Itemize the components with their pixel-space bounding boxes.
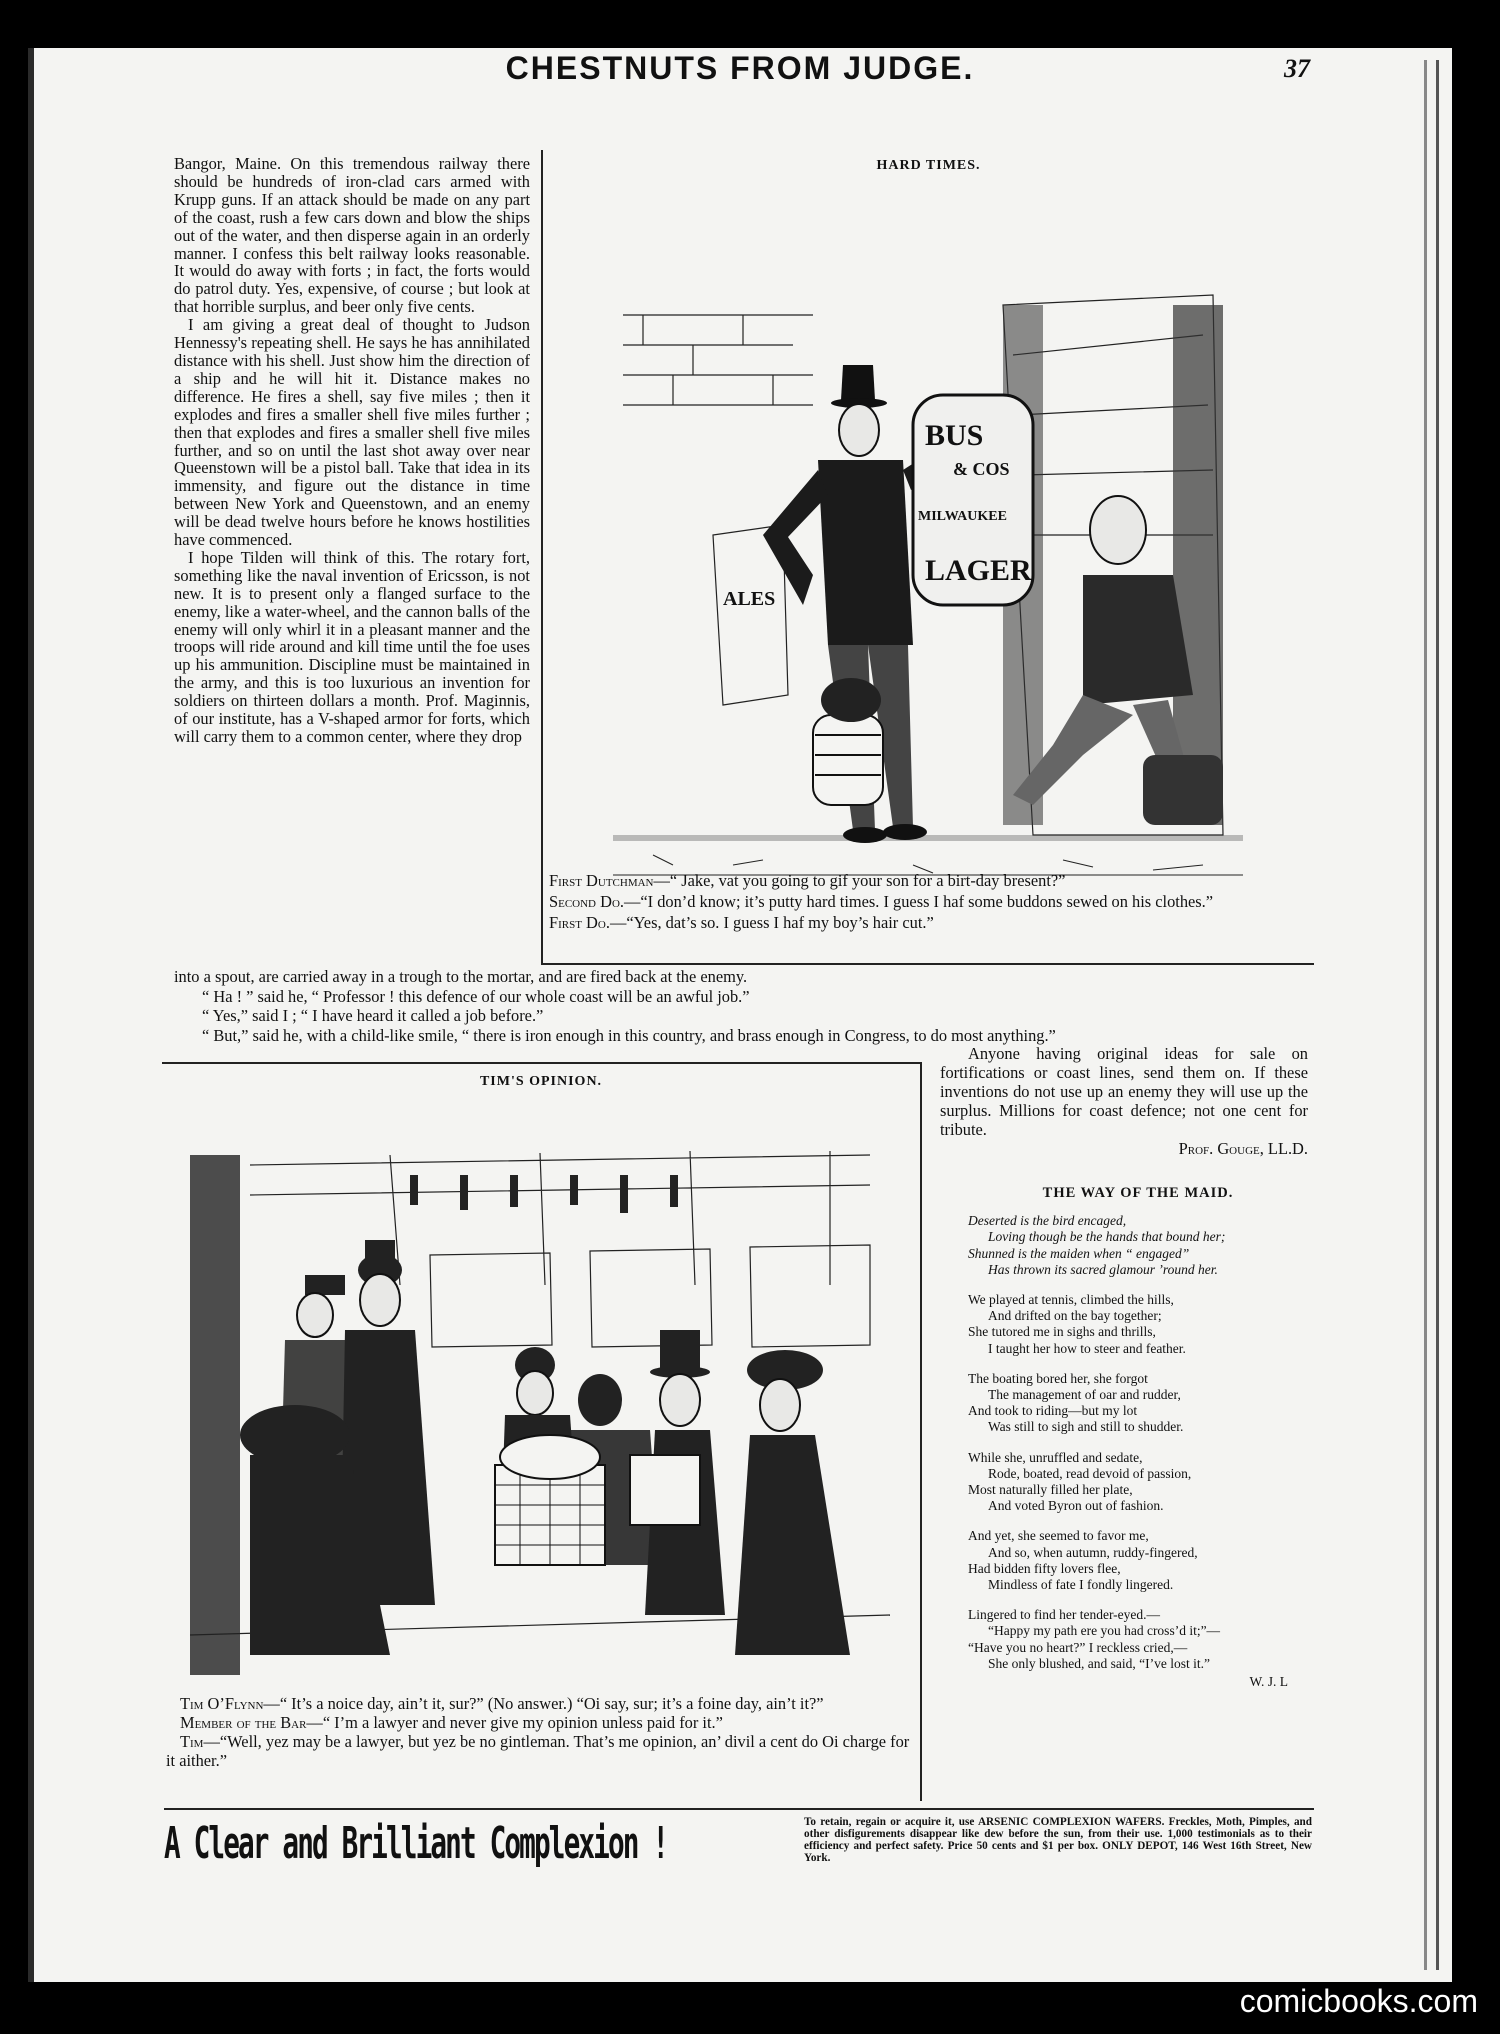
poem-stanza (968, 1450, 1308, 1515)
cartoon-title: TIM'S OPINION. (479, 1074, 603, 1089)
poem-line: And so, when autumn, ruddy-fingered, (988, 1544, 1198, 1560)
cartoon-hard-times (541, 150, 1314, 965)
poem-line: Rode, boated, read devoid of passion, (988, 1465, 1192, 1481)
poem-line: Lingered to find her tender-eyed.— (968, 1607, 1161, 1623)
poem-signature: W. J. L (1249, 1674, 1288, 1690)
tims-opinion-illustration (190, 1096, 890, 1764)
caption-text: —“ It’s a noice day, ain’t it, sur?” (No answer.) “Oi say, sur; it’s a foine day, ain’t it?” (263, 1694, 824, 1713)
caption-speaker: First Dutchman (549, 871, 654, 890)
poem-line: She tutored me in sighs and thrills, (968, 1324, 1156, 1340)
caption-text: —“I don’d know; it’s putty hard times. I guess I haf some buddons sewed on his clothes.” (623, 892, 1214, 911)
page-spine (28, 48, 34, 1982)
paragraph: I hope Tilden will think of this. The rotary fort, something like the naval invention of Ericsson, is not new. It is to present only a flanged surface to the enemy, like a water-wheel, and the cannon balls of the enemy will only whirl it in a pleasant manner and the troops will ride around and kill time until the foe uses up his ammunition. Discipline must be maintained in the army, and this is too luxurious an invention for soldiers on thirteen dollars a month. Prof. Maginnis, of our institute, has a V-shaped armor for forts, which will carry them to a common center, where they drop (174, 547, 530, 746)
poem-stanza (968, 1292, 1308, 1357)
caption-line (166, 1694, 911, 1713)
poem-line: “Have you no heart?” I reckless cried,— (968, 1639, 1188, 1655)
caption-line (535, 870, 1295, 891)
poem-line: The management of oar and rudder, (988, 1387, 1181, 1403)
poem-stanza (968, 1213, 1308, 1278)
caption-text: —“ Jake, vat you going to gif your son for a birt-day bresent?” (653, 871, 1066, 890)
caption-speaker: Tim (180, 1732, 204, 1751)
poem-stanza (968, 1607, 1308, 1672)
poem-line: We played at tennis, climbed the hills, (968, 1292, 1174, 1308)
poem-line: The boating bored her, she forgot (968, 1370, 1148, 1386)
sign-text: ALES (723, 588, 776, 610)
left-column-text (174, 155, 530, 746)
caption-speaker: First Do. (549, 913, 610, 932)
caption-line (166, 1732, 911, 1770)
cartoon-tims-opinion (162, 1062, 922, 1801)
sign-text: MILWAUKEE (918, 509, 1007, 524)
caption-line (535, 912, 1295, 933)
right-column-text (940, 1044, 1308, 1158)
paragraph: Bangor, Maine. On this tremendous railway there should be hundreds of iron-clad cars armed with Krupp guns. If an attack should be made on any part of the coast, rush a few cars down and blow the ships out of the water, and then disperse again in an orderly manner. I confess this belt railway looks reasonable. It would do away with forts ; in fact, the forts would do patrol duty. Yes, expensive, of course ; but look at that horrible surplus, and beer only five cents. (174, 154, 530, 317)
page-edge (1436, 60, 1439, 1970)
paragraph: “ Ha ! ” said he, “ Professor ! this defence of our whole coast will be an awful job.” (202, 986, 750, 1006)
poem-line: And voted Byron out of fashion. (988, 1498, 1164, 1514)
advertisement (164, 1808, 1314, 1880)
ad-text: To retain, regain or acquire it, use ARSENIC COMPLEXION WAFERS. Freckles, Moth, Pimples, and other disfigurements disappear like dew before the sun, from their use. 1,000 testimonials as to their efficiency and perfect safety. Price 50 cents and $1 per box. ONLY DEPOT, 146 West 16th Street, New York. (804, 1816, 1312, 1864)
cartoon-caption (535, 870, 1295, 933)
poem-line: Mindless of fate I fondly lingered. (988, 1577, 1174, 1593)
poem-line: Has thrown its sacred glamour ’round her. (988, 1261, 1218, 1277)
poem-line: Loving though be the hands that bound her; (988, 1229, 1226, 1245)
poem-line: And yet, she seemed to favor me, (968, 1528, 1149, 1544)
poem-line: She only blushed, and said, “I’ve lost it.” (988, 1655, 1210, 1671)
paragraph: into a spout, are carried away in a trough to the mortar, and are fired back at the enemy. (174, 967, 748, 986)
running-header (180, 50, 1310, 100)
ad-headline: A Clear and Brilliant Complexion ! (164, 1818, 668, 1869)
poem-line: Most naturally filled her plate, (968, 1482, 1133, 1498)
poem-stanza (968, 1528, 1308, 1593)
paragraph: “ But,” said he, with a child-like smile, “ there is iron enough in this country, and brass enough in Congress, to do most anything.” (202, 1025, 1056, 1045)
cartoon-caption (166, 1694, 911, 1770)
sign-text: & COS (953, 459, 1010, 479)
author-signature: Prof. Gouge, LL.D. (1178, 1139, 1308, 1158)
paragraph: Anyone having original ideas for sale on fortifications or coast lines, send them on. If these inventions do not use up an enemy they will use up the surplus. Millions for coast defence; not one cent for tribute. (940, 1044, 1308, 1139)
caption-text: —“Well, yez may be a lawyer, but yez be no gintleman. That’s me opinion, an’ divil a cent do Oi charge for it aither.” (166, 1732, 910, 1770)
page-number: 37 (1284, 54, 1310, 83)
poem-line: I taught her how to steer and feather. (988, 1340, 1186, 1356)
poem-line: And took to riding—but my lot (968, 1403, 1138, 1419)
sign-text: LAGER (925, 554, 1032, 587)
continuation-text (174, 967, 1304, 1045)
poem-line: “Happy my path ere you had cross’d it;”— (988, 1623, 1221, 1639)
caption-line (535, 891, 1295, 912)
poem-line: Deserted is the bird encaged, (968, 1213, 1127, 1229)
cartoon-title: HARD TIMES. (876, 158, 981, 173)
poem-stanza (968, 1371, 1308, 1436)
poem-line: And drifted on the bay together; (988, 1308, 1162, 1324)
watermark: comicbooks.com (1239, 1983, 1478, 2019)
poem-line: Was still to sigh and still to shudder. (988, 1419, 1184, 1435)
sign-text: BUS (925, 419, 984, 452)
poem-line: Had bidden fifty lovers flee, (968, 1560, 1121, 1576)
page-edge (1424, 60, 1427, 1970)
paragraph: “ Yes,” said I ; “ I have heard it called a job before.” (202, 1006, 544, 1025)
paragraph: I am giving a great deal of thought to Judson Hennessy's repeating shell. He says he has annihilated distance with his shell. Just show him the direction of a ship and he will hit it. Distance makes no difference. He fires a shell, say five miles ; then it explodes and fires a smaller shell five miles further ; then that explodes and fires a smaller shell five miles further, and so on until the last shot away over near Queenstown will be a pistol ball. Take that idea in its immensity, and figure out the distance in time between New York and Queenstown, and an enemy will be dead twelve hours before he knows hostilities have commenced. (174, 315, 530, 550)
caption-line (166, 1713, 911, 1732)
caption-text: —“Yes, dat’s so. I guess I haf my boy’s hair cut.” (609, 913, 934, 932)
caption-text: —“ I’m a lawyer and never give my opinion unless paid for it.” (306, 1713, 723, 1732)
poem-title: THE WAY OF THE MAID. (1042, 1185, 1234, 1201)
caption-speaker: Member of the Bar (180, 1713, 307, 1732)
caption-speaker: Second Do. (549, 892, 624, 911)
poem-line: While she, unruffled and sedate, (968, 1449, 1143, 1465)
running-title: CHESTNUTS FROM JUDGE. (505, 50, 975, 86)
caption-speaker: Tim O’Flynn (180, 1694, 264, 1713)
poem (968, 1185, 1308, 1690)
poem-line: Shunned is the maiden when “ engaged” (968, 1245, 1190, 1261)
